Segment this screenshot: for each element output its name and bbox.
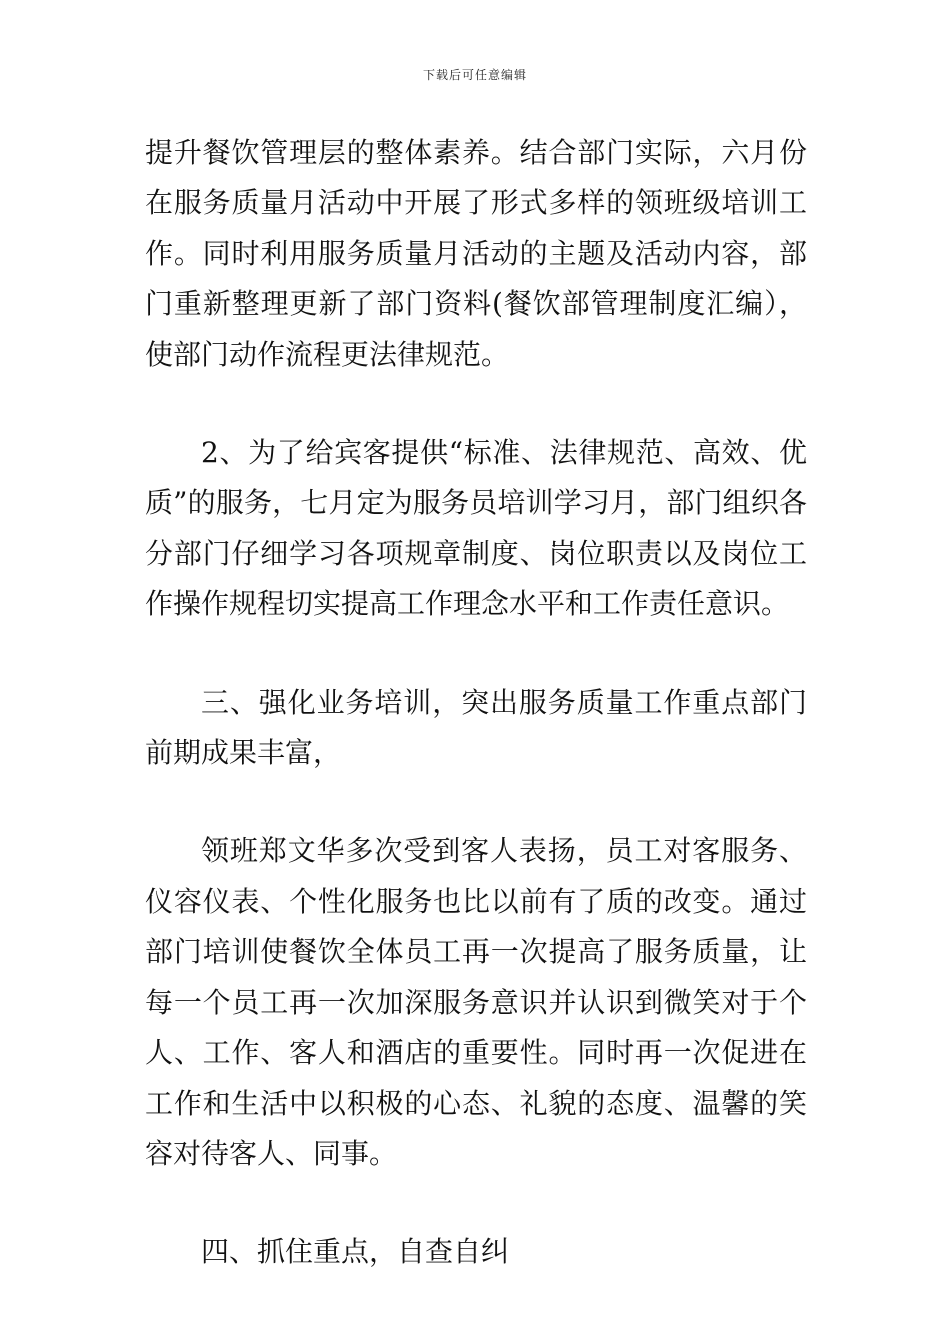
section-heading-3: 三、强化业务培训，突出服务质量工作重点部门前期成果丰富，	[145, 685, 807, 770]
document-body	[145, 128, 807, 1278]
paragraph-1: 提升餐饮管理层的整体素养。结合部门实际，六月份在服务质量月活动中开展了形式多样的领班级培训工作。同时利用服务质量月活动的主题及活动内容，部门重新整理更新了部门资料(餐饮部管理制度汇编），使部门动作流程更法律规范。	[145, 136, 807, 371]
section-heading-4: 四、抓住重点，自查自纠	[201, 1235, 510, 1269]
paragraph-gap	[145, 778, 807, 826]
paragraph-2: 2、为了给宾客提供“标准、法律规范、高效、优质”的服务，七月定为服务员培训学习月，部门组织各分部门仔细学习各项规章制度、岗位职责以及岗位工作操作规程切实提高工作理念水平和工作责任意识。	[145, 436, 807, 621]
paragraph-gap	[145, 380, 807, 428]
header-note: 下载后可任意编辑	[422, 68, 527, 82]
paragraph-gap	[145, 1179, 807, 1227]
paragraph-gap	[145, 630, 807, 678]
paragraph-4: 领班郑文华多次受到客人表扬，员工对客服务、仪容仪表、个性化服务也比以前有了质的改变。通过部门培训使餐饮全体员工再一次提高了服务质量，让每一个员工再一次加深服务意识并认识到微笑对于个人、工作、客人和酒店的重要性。同时再一次促进在工作和生活中以积极的心态、礼貌的态度、温馨的笑容对待客人、同事。	[145, 834, 807, 1170]
